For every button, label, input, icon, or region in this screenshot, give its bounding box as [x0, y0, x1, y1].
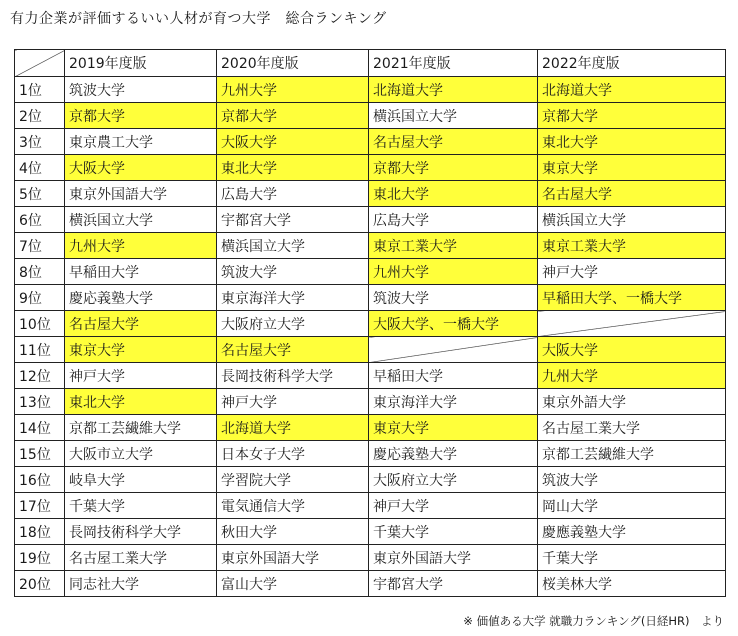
- university-cell: 大阪大学: [538, 337, 726, 363]
- university-cell: 東京海洋大学: [217, 285, 369, 311]
- ranking-table: [14, 49, 726, 597]
- university-cell: 名古屋工業大学: [538, 415, 726, 441]
- university-cell: 千葉大学: [538, 545, 726, 571]
- university-cell: 横浜国立大学: [65, 207, 217, 233]
- university-cell: 東京外国語大学: [217, 545, 369, 571]
- university-cell: 東京大学: [369, 415, 538, 441]
- column-header: 2019年度版: [65, 50, 217, 77]
- rank-cell: 5位: [15, 181, 65, 207]
- table-row: [15, 571, 726, 597]
- university-cell: 筑波大学: [65, 77, 217, 103]
- university-cell: 九州大学: [369, 259, 538, 285]
- university-cell: 東京外国語大学: [369, 545, 538, 571]
- university-cell: 学習院大学: [217, 467, 369, 493]
- empty-cell: [369, 337, 538, 363]
- university-cell: 東北大学: [65, 389, 217, 415]
- university-cell: 千葉大学: [369, 519, 538, 545]
- rank-cell: 13位: [15, 389, 65, 415]
- university-cell: 名古屋大学: [65, 311, 217, 337]
- university-cell: 名古屋工業大学: [65, 545, 217, 571]
- university-cell: 同志社大学: [65, 571, 217, 597]
- university-cell: 広島大学: [369, 207, 538, 233]
- university-cell: 神戸大学: [538, 259, 726, 285]
- university-cell: 名古屋大学: [538, 181, 726, 207]
- table-row: [15, 337, 726, 363]
- page-title: 有力企業が評価するいい人材が育つ大学 総合ランキング: [10, 11, 387, 27]
- table-row: [15, 389, 726, 415]
- rank-cell: 19位: [15, 545, 65, 571]
- table-row: [15, 207, 726, 233]
- university-cell: 名古屋大学: [369, 129, 538, 155]
- university-cell: 横浜国立大学: [217, 233, 369, 259]
- university-cell: 筑波大学: [369, 285, 538, 311]
- university-cell: 岐阜大学: [65, 467, 217, 493]
- university-cell: 横浜国立大学: [538, 207, 726, 233]
- university-cell: 筑波大学: [538, 467, 726, 493]
- university-cell: 大阪市立大学: [65, 441, 217, 467]
- table-row: [15, 519, 726, 545]
- university-cell: 東京外国語大学: [65, 181, 217, 207]
- table-row: [15, 415, 726, 441]
- university-cell: 富山大学: [217, 571, 369, 597]
- university-cell: 東北大学: [217, 155, 369, 181]
- table-row: [15, 311, 726, 337]
- rank-cell: 15位: [15, 441, 65, 467]
- table-row: [15, 545, 726, 571]
- university-cell: 慶応義塾大学: [369, 441, 538, 467]
- university-cell: 東京工業大学: [369, 233, 538, 259]
- column-header: 2021年度版: [369, 50, 538, 77]
- university-cell: 北海道大学: [369, 77, 538, 103]
- university-cell: 慶應義塾大学: [538, 519, 726, 545]
- university-cell: 大阪大学: [65, 155, 217, 181]
- table-row: [15, 493, 726, 519]
- rank-cell: 3位: [15, 129, 65, 155]
- university-cell: 宇都宮大学: [217, 207, 369, 233]
- table-row: [15, 285, 726, 311]
- rank-cell: 2位: [15, 103, 65, 129]
- university-cell: 早稲田大学: [369, 363, 538, 389]
- rank-cell: 1位: [15, 77, 65, 103]
- source-footnote: ※ 価値ある大学 就職力ランキング(日経HR) より: [463, 614, 724, 628]
- university-cell: 広島大学: [217, 181, 369, 207]
- university-cell: 東京海洋大学: [369, 389, 538, 415]
- university-cell: 日本女子大学: [217, 441, 369, 467]
- table-row: [15, 155, 726, 181]
- table-row: [15, 441, 726, 467]
- rank-cell: 18位: [15, 519, 65, 545]
- rank-cell: 12位: [15, 363, 65, 389]
- university-cell: 京都大学: [65, 103, 217, 129]
- university-cell: 大阪府立大学: [369, 467, 538, 493]
- university-cell: 神戸大学: [217, 389, 369, 415]
- university-cell: 慶応義塾大学: [65, 285, 217, 311]
- rank-cell: 8位: [15, 259, 65, 285]
- rank-cell: 20位: [15, 571, 65, 597]
- rank-cell: 9位: [15, 285, 65, 311]
- university-cell: 宇都宮大学: [369, 571, 538, 597]
- rank-cell: 4位: [15, 155, 65, 181]
- empty-cell: [538, 311, 726, 337]
- university-cell: 東京大学: [538, 155, 726, 181]
- university-cell: 九州大学: [217, 77, 369, 103]
- university-cell: 電気通信大学: [217, 493, 369, 519]
- rank-cell: 17位: [15, 493, 65, 519]
- university-cell: 桜美林大学: [538, 571, 726, 597]
- table-row: [15, 467, 726, 493]
- university-cell: 東京農工大学: [65, 129, 217, 155]
- corner-cell: [15, 50, 65, 77]
- university-cell: 千葉大学: [65, 493, 217, 519]
- university-cell: 秋田大学: [217, 519, 369, 545]
- rank-cell: 11位: [15, 337, 65, 363]
- rank-cell: 6位: [15, 207, 65, 233]
- university-cell: 京都大学: [369, 155, 538, 181]
- table-row: [15, 233, 726, 259]
- university-cell: 京都工芸繊維大学: [538, 441, 726, 467]
- university-cell: 大阪府立大学: [217, 311, 369, 337]
- university-cell: 京都大学: [217, 103, 369, 129]
- university-cell: 早稲田大学、一橋大学: [538, 285, 726, 311]
- rank-cell: 7位: [15, 233, 65, 259]
- university-cell: 北海道大学: [217, 415, 369, 441]
- table-row: [15, 259, 726, 285]
- university-cell: 京都大学: [538, 103, 726, 129]
- rank-cell: 14位: [15, 415, 65, 441]
- university-cell: 名古屋大学: [217, 337, 369, 363]
- university-cell: 九州大学: [65, 233, 217, 259]
- column-header: 2020年度版: [217, 50, 369, 77]
- university-cell: 大阪大学: [217, 129, 369, 155]
- column-header: 2022年度版: [538, 50, 726, 77]
- university-cell: 大阪大学、一橋大学: [369, 311, 538, 337]
- university-cell: 筑波大学: [217, 259, 369, 285]
- rank-cell: 16位: [15, 467, 65, 493]
- university-cell: 京都工芸繊維大学: [65, 415, 217, 441]
- university-cell: 神戸大学: [65, 363, 217, 389]
- university-cell: 東北大学: [369, 181, 538, 207]
- table-row: [15, 77, 726, 103]
- university-cell: 東北大学: [538, 129, 726, 155]
- table-row: [15, 103, 726, 129]
- university-cell: 長岡技術科学大学: [65, 519, 217, 545]
- rank-cell: 10位: [15, 311, 65, 337]
- university-cell: 早稲田大学: [65, 259, 217, 285]
- university-cell: 九州大学: [538, 363, 726, 389]
- university-cell: 東京工業大学: [538, 233, 726, 259]
- university-cell: 東京大学: [65, 337, 217, 363]
- table-row: [15, 363, 726, 389]
- table-row: [15, 129, 726, 155]
- university-cell: 神戸大学: [369, 493, 538, 519]
- table-row: [15, 181, 726, 207]
- university-cell: 長岡技術科学大学: [217, 363, 369, 389]
- university-cell: 東京外語大学: [538, 389, 726, 415]
- header-row: [15, 50, 726, 77]
- university-cell: 横浜国立大学: [369, 103, 538, 129]
- university-cell: 岡山大学: [538, 493, 726, 519]
- university-cell: 北海道大学: [538, 77, 726, 103]
